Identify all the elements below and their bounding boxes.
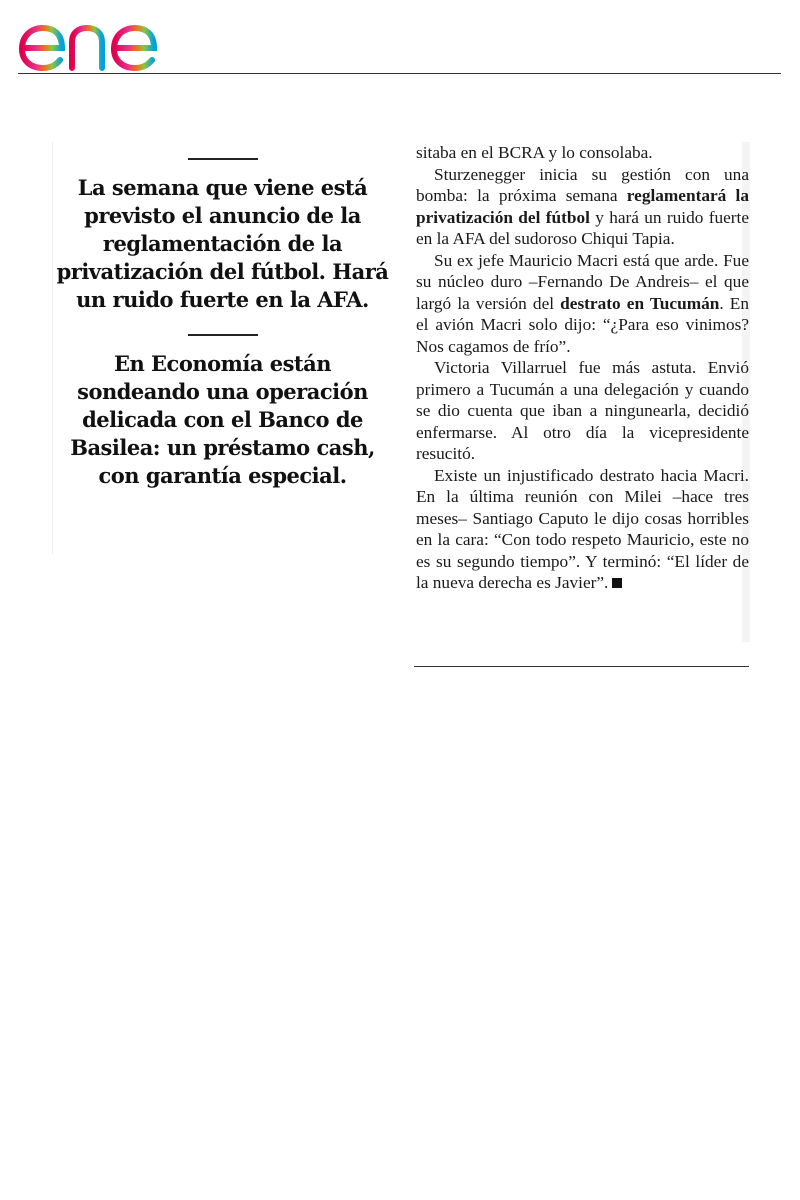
- pullquote-box: [52, 142, 392, 554]
- pullquote-rule: [188, 158, 258, 160]
- enel-logo: [16, 4, 196, 72]
- header-divider: [18, 73, 781, 74]
- article-paragraph: Su ex jefe Mauricio Macri está que arde. Fue su núcleo duro –Fernando De Andreis– el que largó la versión del destrato en Tucumán. En el avión Macri solo dijo: “¿Para eso vinimos? Nos cagamos de frío”.: [416, 250, 749, 356]
- end-of-article-icon: [612, 578, 622, 588]
- article-paragraph: Sturzenegger inicia su gestión con una bomba: la próxima semana reglamentará la privatización del fútbol y hará un ruido fuerte en la AFA del sudoroso Chiqui Tapia.: [416, 164, 749, 248]
- article-column: [416, 142, 749, 594]
- pullquote-2: En Economía están sondeando una operación delicada con el Banco de Basilea: un préstamo cash, con garantía especial.: [70, 351, 375, 488]
- highlight-text: reglamentará la privatización del fútbol: [416, 186, 749, 227]
- article-paragraph: Existe un injustificado destrato hacia Macri. En la última reunión con Milei –hace tres meses– Santiago Caputo le dijo cosas horribles en la cara: “Con todo respeto Mauricio, este no es su segundo tiempo”. Y terminó: “El líder de la nueva derecha es Javier”.: [416, 465, 749, 592]
- enel-logo-icon: [16, 4, 196, 72]
- column-bottom-rule: [414, 666, 749, 667]
- article-paragraph: sitaba en el BCRA y lo consolaba.: [416, 143, 653, 162]
- pullquote-1: La semana que viene está previsto el anuncio de la reglamentación de la privatización del fútbol. Hará un ruido fuerte en la AFA.: [56, 175, 389, 312]
- article-paragraph: Victoria Villarruel fue más astuta. Envió primero a Tucumán a una delegación y cuando se dio cuenta que iban a ningunearla, decidió enfermarse. Al otro día la vicepresidente resucitó.: [416, 358, 749, 463]
- pullquote-rule: [188, 334, 258, 336]
- highlight-text: destrato en Tucumán: [560, 293, 720, 313]
